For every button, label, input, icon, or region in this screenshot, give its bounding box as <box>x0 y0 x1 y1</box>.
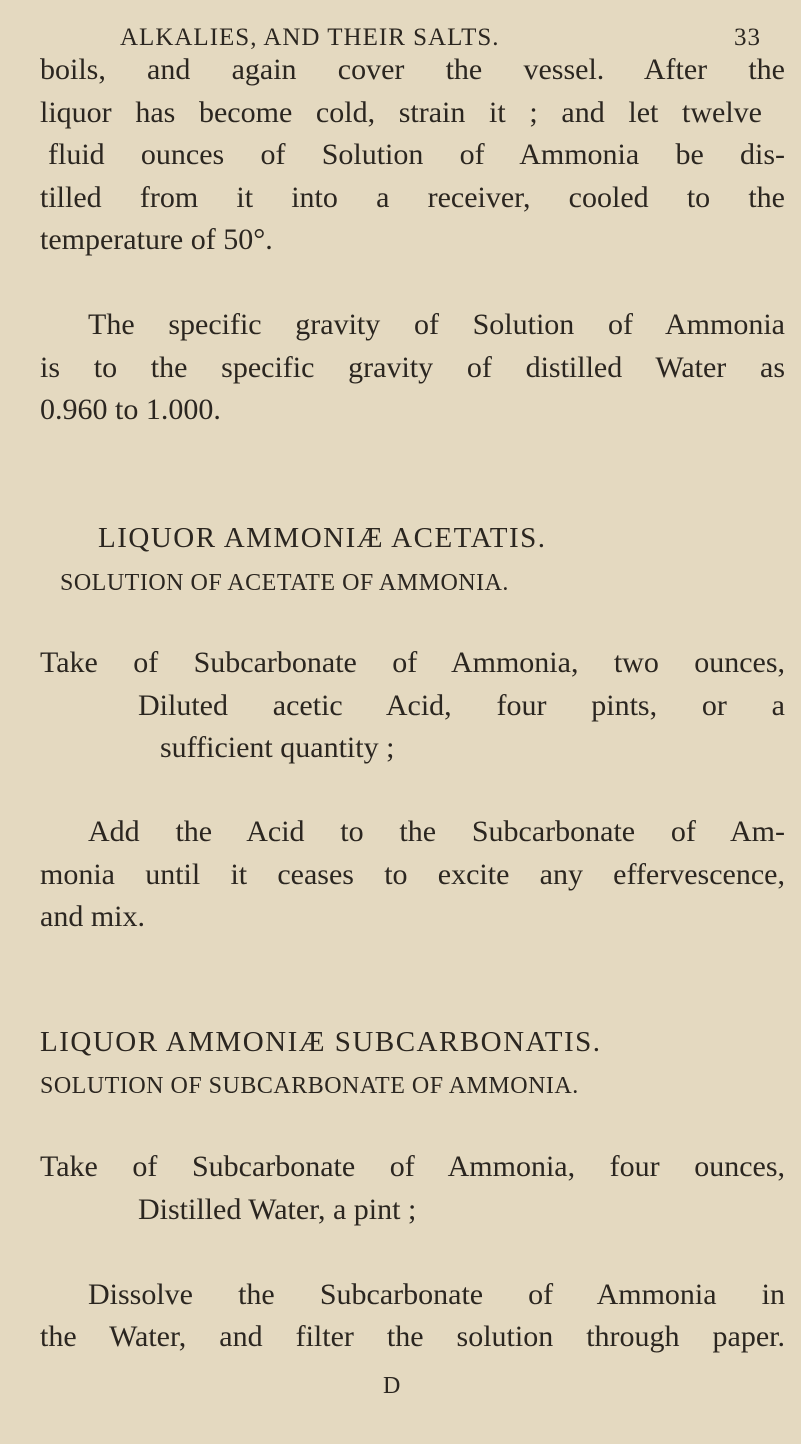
signature-mark: D <box>383 1373 401 1399</box>
page-number: 33 <box>734 24 761 51</box>
text-line: Add the Acid to the Subcarbonate of Am- <box>88 815 785 848</box>
text-line: liquor has become cold, strain it ; and let twelve <box>40 96 762 129</box>
text-line: Dissolve the Subcarbonate of Ammonia in <box>88 1278 785 1311</box>
text-line: 0.960 to 1.000. <box>40 393 221 426</box>
text-line: and mix. <box>40 900 145 933</box>
section-title: LIQUOR AMMONIÆ SUBCARBONATIS. <box>40 1026 602 1058</box>
section-subtitle: SOLUTION OF ACETATE OF AMMONIA. <box>60 570 509 596</box>
text-line: Take of Subcarbonate of Ammonia, two ounces, <box>40 646 785 679</box>
text-line: sufficient quantity ; <box>160 731 395 764</box>
running-title: ALKALIES, AND THEIR SALTS. <box>120 24 500 51</box>
section-title: LIQUOR AMMONIÆ ACETATIS. <box>98 522 547 554</box>
text-line: Diluted acetic Acid, four pints, or a <box>138 689 785 722</box>
text-line: Distilled Water, a pint ; <box>138 1193 417 1226</box>
text-line: is to the specific gravity of distilled Water as <box>40 351 785 384</box>
text-line: Take of Subcarbonate of Ammonia, four ounces, <box>40 1150 785 1183</box>
text-line: The specific gravity of Solution of Ammonia <box>88 308 785 341</box>
text-line: temperature of 50°. <box>40 223 273 256</box>
text-line: fluid ounces of Solution of Ammonia be dis- <box>48 138 785 171</box>
text-line: the Water, and filter the solution through paper. <box>40 1320 785 1353</box>
text-line: tilled from it into a receiver, cooled to the <box>40 181 785 214</box>
text-line: boils, and again cover the vessel. After the <box>40 53 785 86</box>
text-line: monia until it ceases to excite any effervescence, <box>40 858 785 891</box>
section-subtitle: SOLUTION OF SUBCARBONATE OF AMMONIA. <box>40 1073 579 1099</box>
